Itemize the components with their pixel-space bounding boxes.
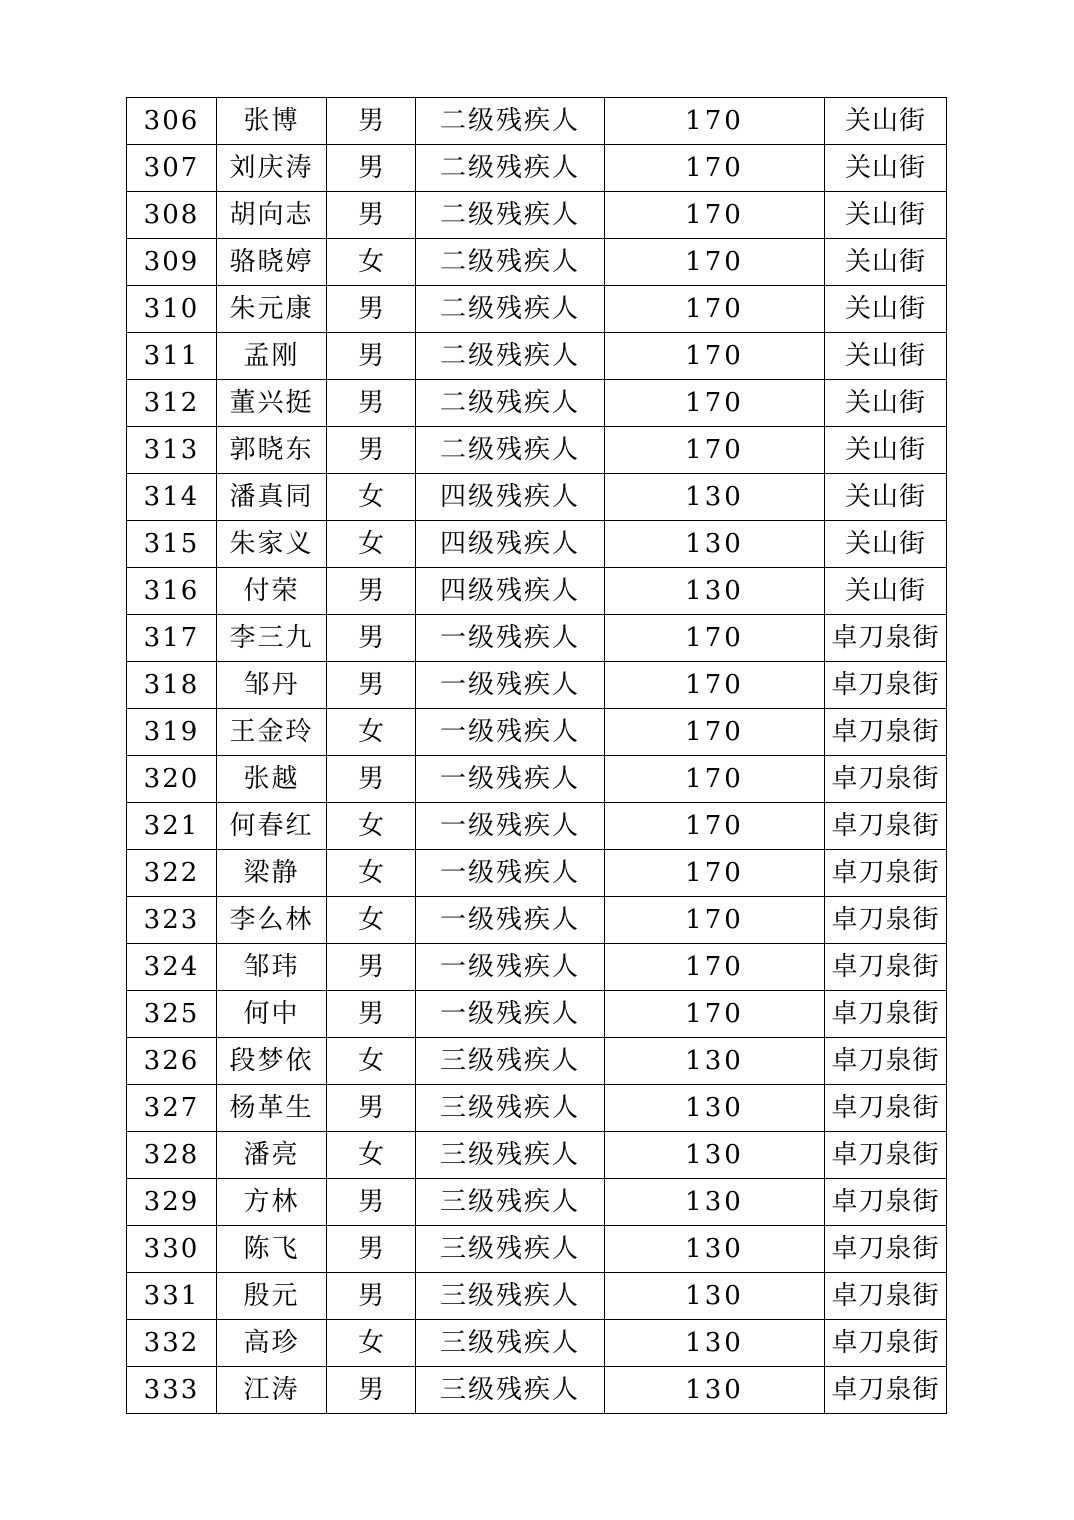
table-row xyxy=(127,1132,947,1179)
disability-level-cell: 二级残疾人 xyxy=(416,380,605,427)
name-cell: 方林 xyxy=(217,1179,327,1226)
street-cell: 关山街 xyxy=(825,427,947,474)
gender-cell: 男 xyxy=(327,1367,416,1414)
table-row xyxy=(127,662,947,709)
amount-cell: 130 xyxy=(605,1179,825,1226)
table-row xyxy=(127,850,947,897)
street-cell: 关山街 xyxy=(825,568,947,615)
roster-table-body xyxy=(127,98,947,1414)
row-number-cell: 333 xyxy=(127,1367,217,1414)
street-cell: 关山街 xyxy=(825,98,947,145)
amount-cell: 130 xyxy=(605,521,825,568)
name-cell: 董兴挺 xyxy=(217,380,327,427)
table-row xyxy=(127,145,947,192)
table-row xyxy=(127,991,947,1038)
table-row xyxy=(127,1226,947,1273)
amount-cell: 170 xyxy=(605,803,825,850)
amount-cell: 170 xyxy=(605,991,825,1038)
gender-cell: 女 xyxy=(327,850,416,897)
table-row xyxy=(127,1085,947,1132)
name-cell: 陈飞 xyxy=(217,1226,327,1273)
amount-cell: 170 xyxy=(605,662,825,709)
row-number-cell: 324 xyxy=(127,944,217,991)
name-cell: 朱家义 xyxy=(217,521,327,568)
name-cell: 段梦依 xyxy=(217,1038,327,1085)
street-cell: 卓刀泉街 xyxy=(825,803,947,850)
row-number-cell: 327 xyxy=(127,1085,217,1132)
row-number-cell: 315 xyxy=(127,521,217,568)
gender-cell: 男 xyxy=(327,1179,416,1226)
street-cell: 卓刀泉街 xyxy=(825,662,947,709)
gender-cell: 男 xyxy=(327,1226,416,1273)
gender-cell: 女 xyxy=(327,521,416,568)
name-cell: 胡向志 xyxy=(217,192,327,239)
table-row xyxy=(127,944,947,991)
name-cell: 梁静 xyxy=(217,850,327,897)
amount-cell: 170 xyxy=(605,709,825,756)
name-cell: 孟刚 xyxy=(217,333,327,380)
name-cell: 邹玮 xyxy=(217,944,327,991)
gender-cell: 男 xyxy=(327,568,416,615)
amount-cell: 130 xyxy=(605,1038,825,1085)
disability-level-cell: 一级残疾人 xyxy=(416,897,605,944)
name-cell: 杨革生 xyxy=(217,1085,327,1132)
disability-level-cell: 一级残疾人 xyxy=(416,944,605,991)
table-row xyxy=(127,98,947,145)
name-cell: 江涛 xyxy=(217,1367,327,1414)
street-cell: 关山街 xyxy=(825,286,947,333)
table-row xyxy=(127,709,947,756)
row-number-cell: 314 xyxy=(127,474,217,521)
row-number-cell: 332 xyxy=(127,1320,217,1367)
table-row xyxy=(127,380,947,427)
table-row xyxy=(127,1320,947,1367)
row-number-cell: 328 xyxy=(127,1132,217,1179)
table-row xyxy=(127,615,947,662)
street-cell: 卓刀泉街 xyxy=(825,615,947,662)
street-cell: 关山街 xyxy=(825,192,947,239)
amount-cell: 130 xyxy=(605,568,825,615)
name-cell: 潘亮 xyxy=(217,1132,327,1179)
name-cell: 王金玲 xyxy=(217,709,327,756)
street-cell: 关山街 xyxy=(825,239,947,286)
row-number-cell: 318 xyxy=(127,662,217,709)
disability-level-cell: 三级残疾人 xyxy=(416,1320,605,1367)
disability-level-cell: 二级残疾人 xyxy=(416,427,605,474)
amount-cell: 170 xyxy=(605,286,825,333)
disability-level-cell: 一级残疾人 xyxy=(416,803,605,850)
street-cell: 卓刀泉街 xyxy=(825,1226,947,1273)
name-cell: 骆晓婷 xyxy=(217,239,327,286)
table-row xyxy=(127,427,947,474)
disability-level-cell: 一级残疾人 xyxy=(416,991,605,1038)
street-cell: 关山街 xyxy=(825,380,947,427)
disability-level-cell: 三级残疾人 xyxy=(416,1226,605,1273)
amount-cell: 170 xyxy=(605,98,825,145)
amount-cell: 170 xyxy=(605,380,825,427)
street-cell: 卓刀泉街 xyxy=(825,1132,947,1179)
row-number-cell: 316 xyxy=(127,568,217,615)
disability-level-cell: 二级残疾人 xyxy=(416,239,605,286)
row-number-cell: 325 xyxy=(127,991,217,1038)
amount-cell: 170 xyxy=(605,756,825,803)
table-row xyxy=(127,286,947,333)
gender-cell: 女 xyxy=(327,239,416,286)
gender-cell: 男 xyxy=(327,192,416,239)
table-row xyxy=(127,1273,947,1320)
table-row xyxy=(127,897,947,944)
gender-cell: 男 xyxy=(327,1273,416,1320)
row-number-cell: 331 xyxy=(127,1273,217,1320)
gender-cell: 男 xyxy=(327,145,416,192)
name-cell: 邹丹 xyxy=(217,662,327,709)
street-cell: 卓刀泉街 xyxy=(825,991,947,1038)
amount-cell: 130 xyxy=(605,1320,825,1367)
disability-level-cell: 一级残疾人 xyxy=(416,850,605,897)
gender-cell: 男 xyxy=(327,756,416,803)
street-cell: 卓刀泉街 xyxy=(825,1367,947,1414)
gender-cell: 男 xyxy=(327,333,416,380)
disability-level-cell: 三级残疾人 xyxy=(416,1179,605,1226)
disability-level-cell: 三级残疾人 xyxy=(416,1367,605,1414)
street-cell: 卓刀泉街 xyxy=(825,1179,947,1226)
amount-cell: 170 xyxy=(605,239,825,286)
table-row xyxy=(127,756,947,803)
amount-cell: 130 xyxy=(605,1367,825,1414)
table-row xyxy=(127,1038,947,1085)
name-cell: 付荣 xyxy=(217,568,327,615)
street-cell: 关山街 xyxy=(825,333,947,380)
row-number-cell: 326 xyxy=(127,1038,217,1085)
street-cell: 卓刀泉街 xyxy=(825,897,947,944)
table-row xyxy=(127,474,947,521)
amount-cell: 170 xyxy=(605,192,825,239)
table-row xyxy=(127,803,947,850)
table-row xyxy=(127,568,947,615)
amount-cell: 170 xyxy=(605,897,825,944)
amount-cell: 170 xyxy=(605,333,825,380)
name-cell: 何中 xyxy=(217,991,327,1038)
amount-cell: 130 xyxy=(605,474,825,521)
gender-cell: 女 xyxy=(327,1038,416,1085)
street-cell: 关山街 xyxy=(825,521,947,568)
name-cell: 张博 xyxy=(217,98,327,145)
row-number-cell: 311 xyxy=(127,333,217,380)
amount-cell: 130 xyxy=(605,1226,825,1273)
street-cell: 卓刀泉街 xyxy=(825,756,947,803)
row-number-cell: 329 xyxy=(127,1179,217,1226)
row-number-cell: 313 xyxy=(127,427,217,474)
disability-level-cell: 四级残疾人 xyxy=(416,521,605,568)
disability-level-cell: 四级残疾人 xyxy=(416,474,605,521)
name-cell: 殷元 xyxy=(217,1273,327,1320)
name-cell: 张越 xyxy=(217,756,327,803)
gender-cell: 男 xyxy=(327,1085,416,1132)
row-number-cell: 320 xyxy=(127,756,217,803)
table-row xyxy=(127,521,947,568)
disability-level-cell: 一级残疾人 xyxy=(416,615,605,662)
amount-cell: 170 xyxy=(605,850,825,897)
gender-cell: 女 xyxy=(327,1320,416,1367)
street-cell: 卓刀泉街 xyxy=(825,850,947,897)
gender-cell: 女 xyxy=(327,474,416,521)
gender-cell: 男 xyxy=(327,286,416,333)
amount-cell: 130 xyxy=(605,1132,825,1179)
disability-level-cell: 一级残疾人 xyxy=(416,709,605,756)
street-cell: 卓刀泉街 xyxy=(825,709,947,756)
table-row xyxy=(127,239,947,286)
street-cell: 卓刀泉街 xyxy=(825,1273,947,1320)
amount-cell: 130 xyxy=(605,1273,825,1320)
gender-cell: 男 xyxy=(327,380,416,427)
name-cell: 刘庆涛 xyxy=(217,145,327,192)
disability-level-cell: 二级残疾人 xyxy=(416,333,605,380)
row-number-cell: 319 xyxy=(127,709,217,756)
row-number-cell: 310 xyxy=(127,286,217,333)
street-cell: 关山街 xyxy=(825,145,947,192)
street-cell: 关山街 xyxy=(825,474,947,521)
row-number-cell: 330 xyxy=(127,1226,217,1273)
amount-cell: 170 xyxy=(605,145,825,192)
street-cell: 卓刀泉街 xyxy=(825,1085,947,1132)
row-number-cell: 309 xyxy=(127,239,217,286)
gender-cell: 男 xyxy=(327,427,416,474)
table-row xyxy=(127,333,947,380)
table-row xyxy=(127,1367,947,1414)
table-row xyxy=(127,1179,947,1226)
name-cell: 朱元康 xyxy=(217,286,327,333)
gender-cell: 男 xyxy=(327,944,416,991)
row-number-cell: 307 xyxy=(127,145,217,192)
name-cell: 李三九 xyxy=(217,615,327,662)
row-number-cell: 321 xyxy=(127,803,217,850)
street-cell: 卓刀泉街 xyxy=(825,1320,947,1367)
gender-cell: 男 xyxy=(327,615,416,662)
disability-level-cell: 二级残疾人 xyxy=(416,98,605,145)
row-number-cell: 323 xyxy=(127,897,217,944)
disability-level-cell: 一级残疾人 xyxy=(416,756,605,803)
table-row xyxy=(127,192,947,239)
amount-cell: 130 xyxy=(605,1085,825,1132)
disability-level-cell: 二级残疾人 xyxy=(416,286,605,333)
amount-cell: 170 xyxy=(605,615,825,662)
disability-level-cell: 二级残疾人 xyxy=(416,192,605,239)
name-cell: 郭晓东 xyxy=(217,427,327,474)
disability-level-cell: 一级残疾人 xyxy=(416,662,605,709)
disability-level-cell: 二级残疾人 xyxy=(416,145,605,192)
name-cell: 潘真同 xyxy=(217,474,327,521)
name-cell: 何春红 xyxy=(217,803,327,850)
street-cell: 卓刀泉街 xyxy=(825,944,947,991)
gender-cell: 女 xyxy=(327,709,416,756)
row-number-cell: 308 xyxy=(127,192,217,239)
amount-cell: 170 xyxy=(605,427,825,474)
name-cell: 高珍 xyxy=(217,1320,327,1367)
amount-cell: 170 xyxy=(605,944,825,991)
row-number-cell: 306 xyxy=(127,98,217,145)
row-number-cell: 317 xyxy=(127,615,217,662)
gender-cell: 女 xyxy=(327,1132,416,1179)
disability-level-cell: 三级残疾人 xyxy=(416,1085,605,1132)
gender-cell: 女 xyxy=(327,897,416,944)
row-number-cell: 322 xyxy=(127,850,217,897)
gender-cell: 男 xyxy=(327,662,416,709)
gender-cell: 女 xyxy=(327,803,416,850)
name-cell: 李么林 xyxy=(217,897,327,944)
gender-cell: 男 xyxy=(327,991,416,1038)
disability-level-cell: 四级残疾人 xyxy=(416,568,605,615)
disability-level-cell: 三级残疾人 xyxy=(416,1038,605,1085)
row-number-cell: 312 xyxy=(127,380,217,427)
gender-cell: 男 xyxy=(327,98,416,145)
disability-level-cell: 三级残疾人 xyxy=(416,1132,605,1179)
disability-level-cell: 三级残疾人 xyxy=(416,1273,605,1320)
roster-table xyxy=(126,97,947,1414)
street-cell: 卓刀泉街 xyxy=(825,1038,947,1085)
